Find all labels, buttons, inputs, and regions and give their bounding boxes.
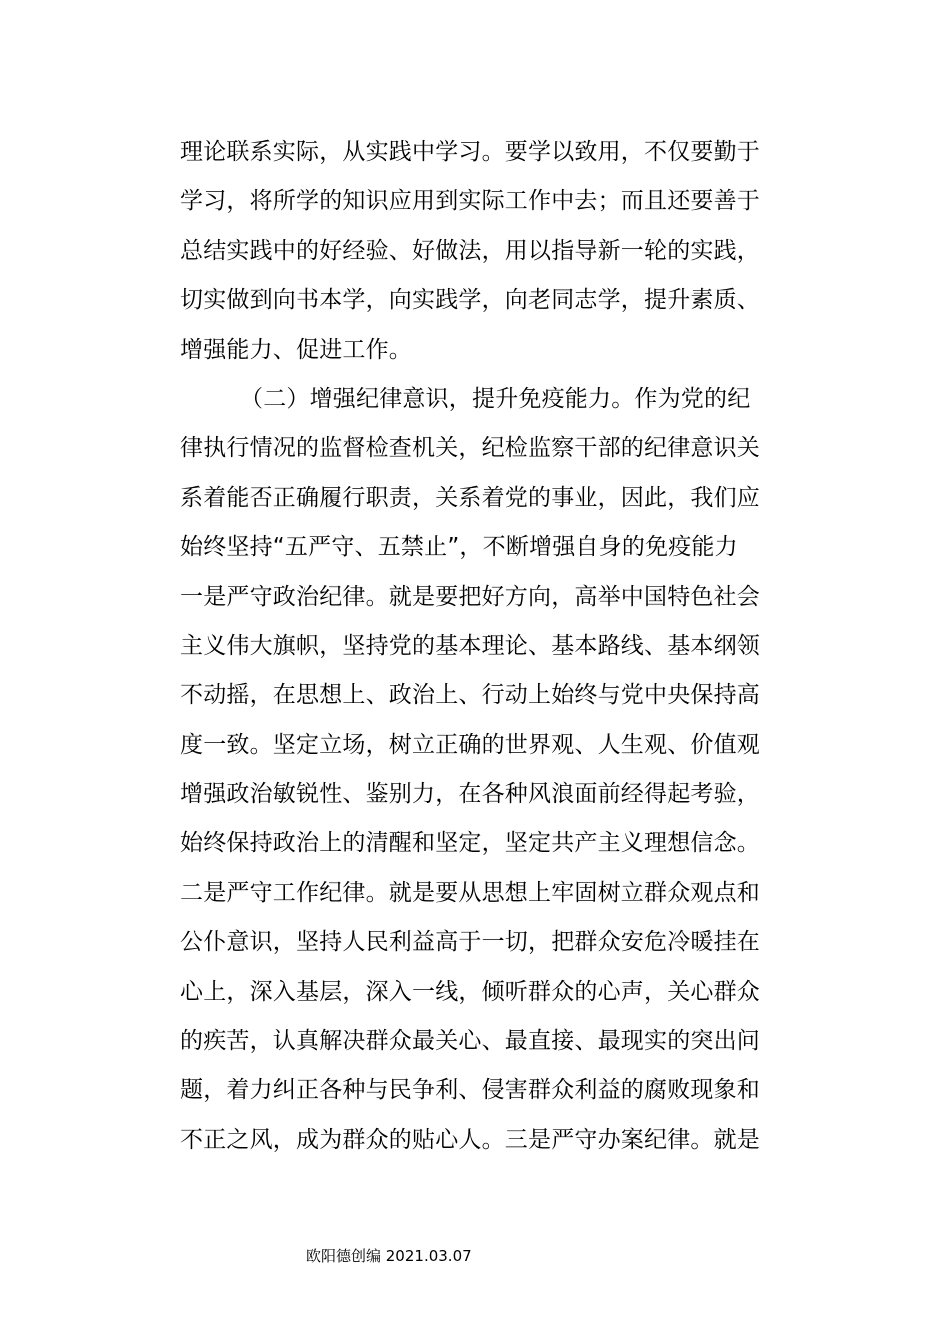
text-line: 一是严守政治纪律。就是要把好方向，高举中国特色社会 [180,583,760,610]
text-line: 增强政治敏锐性、鉴别力，在各种风浪面前经得起考验， [180,781,760,808]
text-line: 增强能力、促进工作。 [180,336,412,363]
text-line: 心上，深入基层，深入一线，倾听群众的心声，关心群众 [180,978,760,1005]
text-line: 切实做到向书本学，向实践学，向老同志学，提升素质、 [180,287,760,314]
text-line: 不正之风，成为群众的贴心人。三是严守办案纪律。就是 [180,1126,760,1153]
text-line: 度一致。坚定立场，树立正确的世界观、人生观、价值观 [180,731,760,758]
page-footer: 欧阳德创编 2021.03.07 [306,1247,472,1265]
section-heading-line: （二）增强纪律意识，提升免疫能力。作为党的纪 [240,385,751,412]
text-line: 二是严守工作纪律。就是要从思想上牢固树立群众观点和 [180,879,760,906]
text-line: 总结实践中的好经验、好做法，用以指导新一轮的实践， [180,237,760,264]
text-line: 律执行情况的监督检查机关，纪检监察干部的纪律意识关 [180,435,760,462]
text-line: 不动摇，在思想上、政治上、行动上始终与党中央保持高 [180,682,760,709]
text-line: 主义伟大旗帜，坚持党的基本理论、基本路线、基本纲领 [180,632,760,659]
text-line: 的疾苦，认真解决群众最关心、最直接、最现实的突出问 [180,1028,760,1055]
text-line: 公仆意识，坚持人民利益高于一切，把群众安危冷暖挂在 [180,929,760,956]
text-line: 学习，将所学的知识应用到实际工作中去；而且还要善于 [180,188,760,215]
body-text [180,128,780,1165]
text-line: 理论联系实际，从实践中学习。要学以致用，不仅要勤于 [180,139,760,165]
text-line: 题，着力纠正各种与民争利、侵害群众利益的腐败现象和 [180,1077,760,1104]
text-line: 系着能否正确履行职责，关系着党的事业，因此，我们应 [180,484,760,511]
text-line: 始终保持政治上的清醒和坚定，坚定共产主义理想信念。 [180,830,760,857]
text-line: 始终坚持“五严守、五禁止”，不断增强自身的免疫能力 [180,534,738,561]
